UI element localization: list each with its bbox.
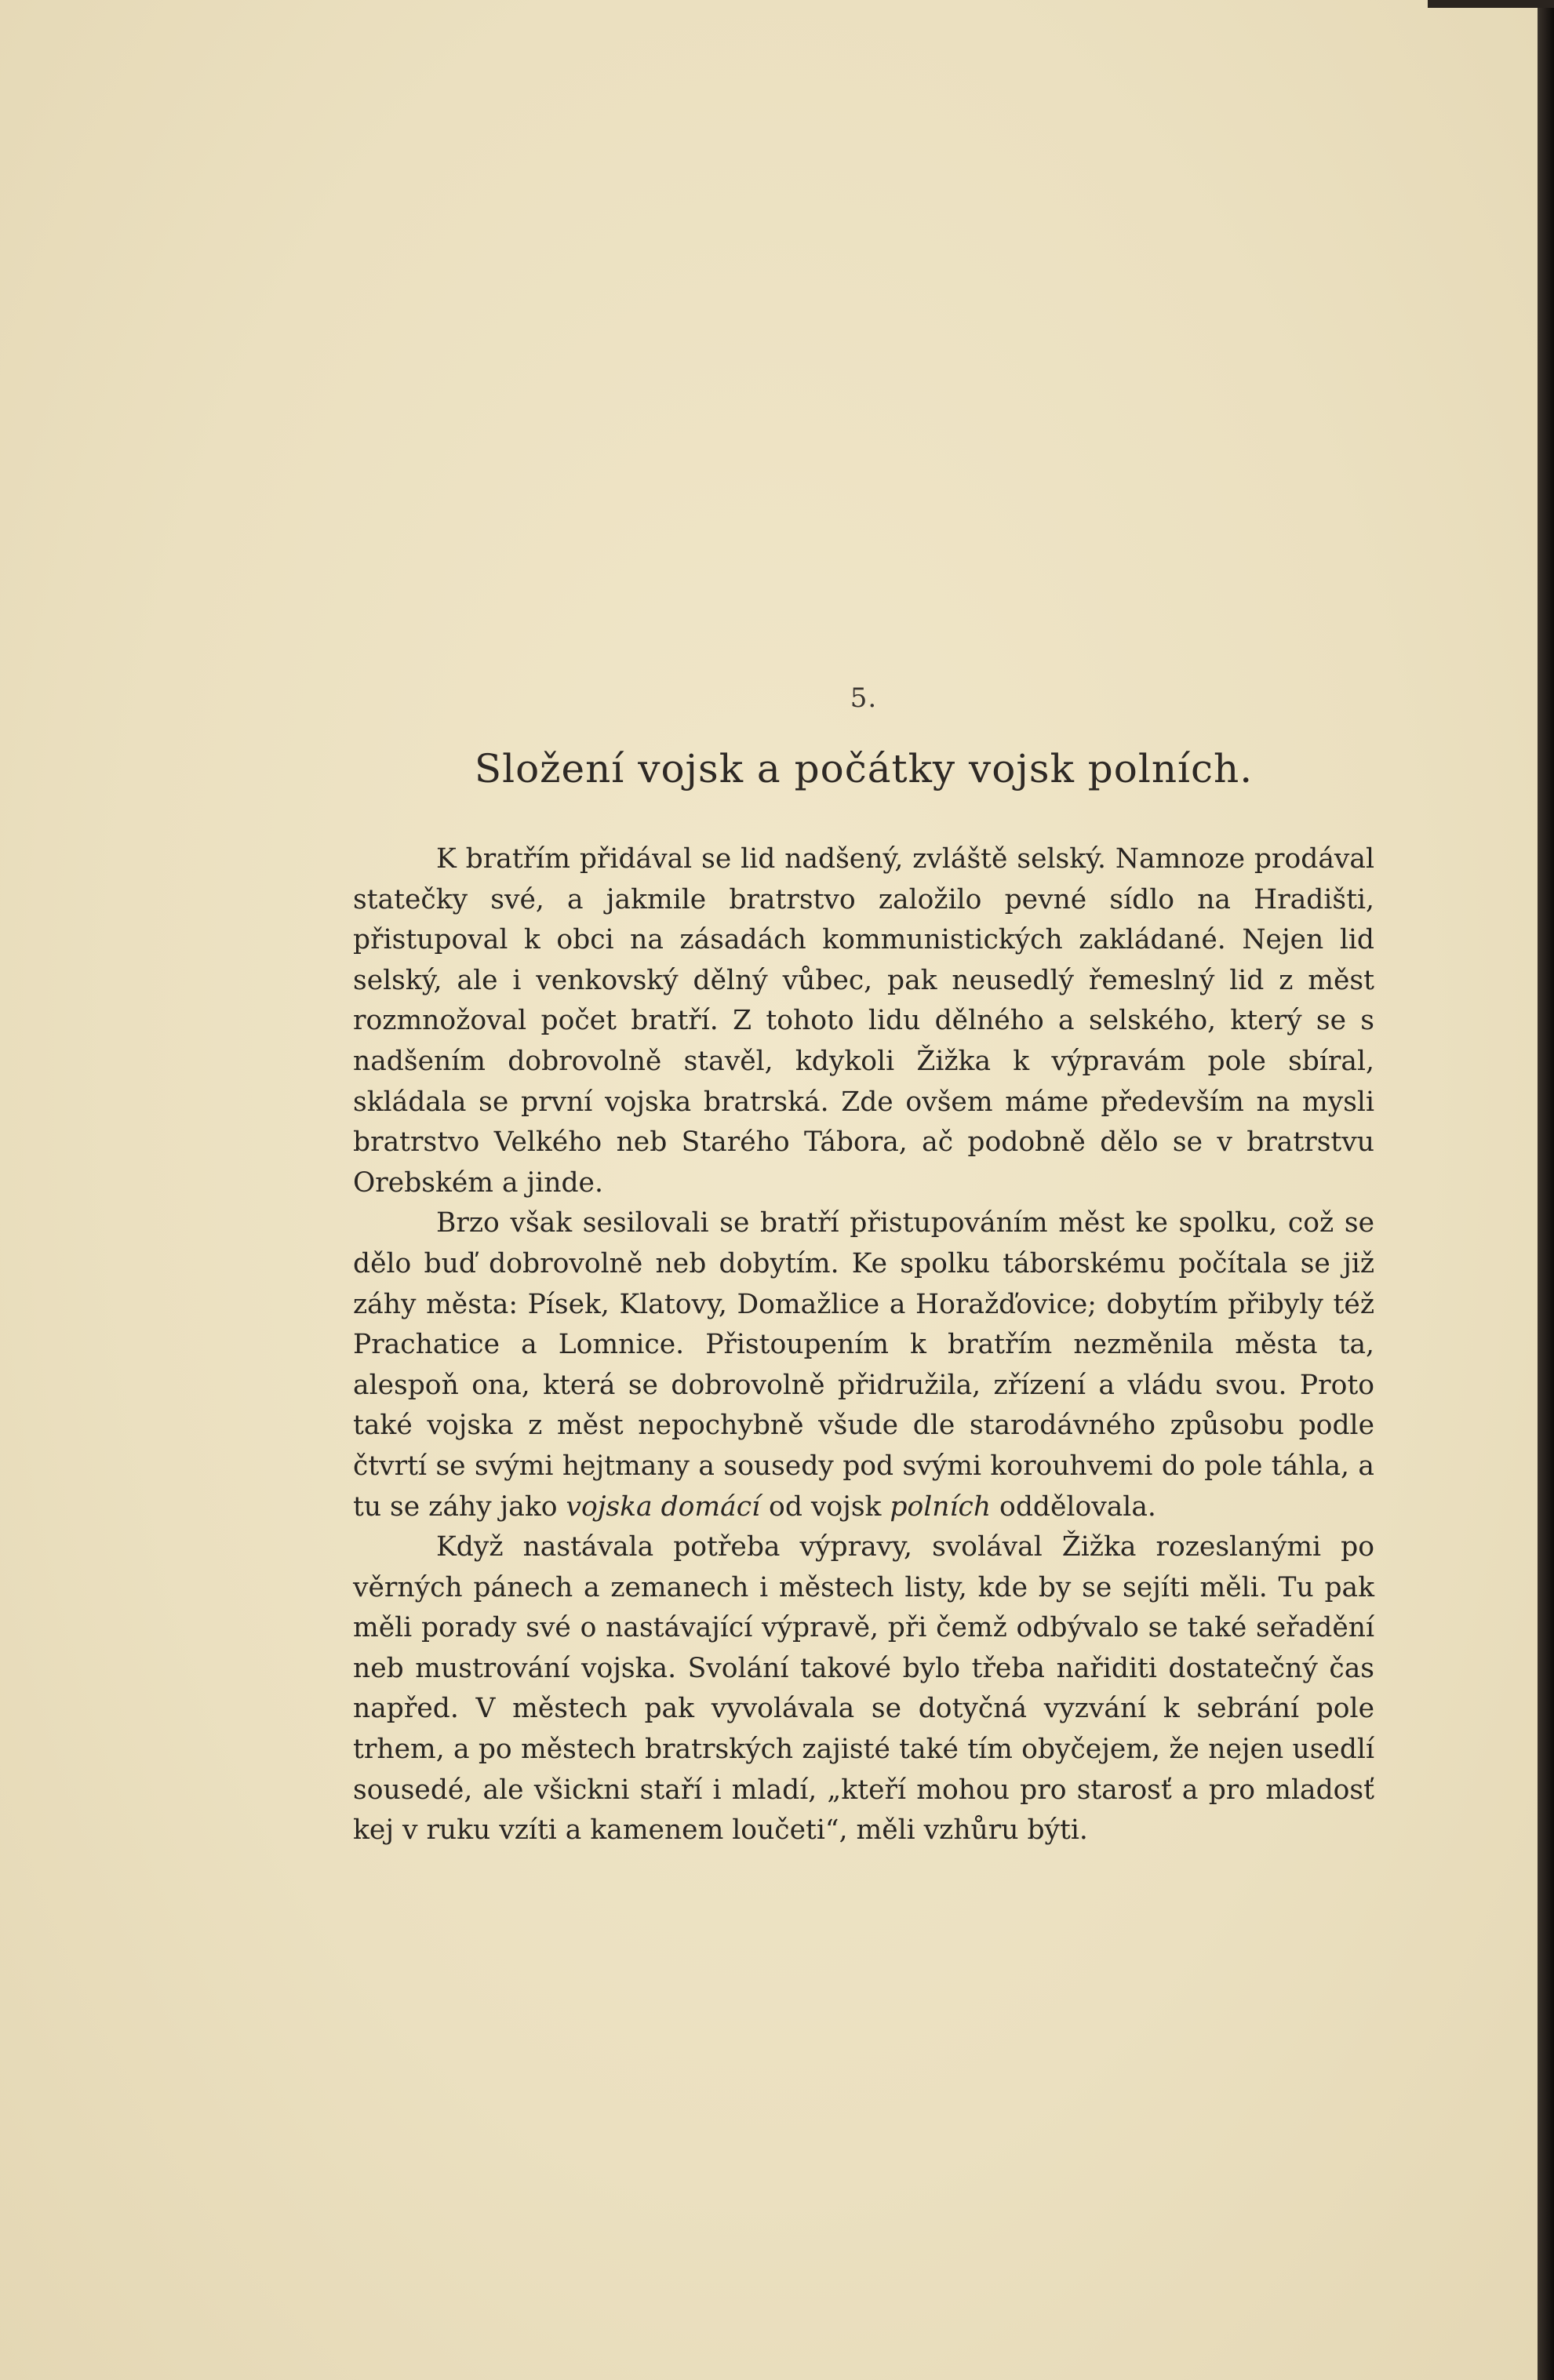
italic-term-vojska-domaci: vojska domácí: [566, 1490, 761, 1523]
scan-border-top: [1428, 0, 1554, 8]
page-content: [353, 682, 1374, 1851]
paragraph-2-text-a: Brzo však sesilovali se bratří přistupováním měst ke spolku, což se dělo buď dobrovolně neb dobytím. Ke spolku táborskému počítala se již záhy města: Písek, Klatovy, Domažlice a Horažďovice; dobytím přibyly též Prachatice a Lomnice. Přistoupením k bratřím nezměnila města ta, alespoň ona, která se dobrovolně přidružila, zřízení a vládu svou. Proto také vojska z měst nepochybně všude dle starodávného způsobu podle čtvrtí se svými hejtmany a sousedy pod svými korouhvemi do pole táhla, a tu se záhy jako: [353, 1207, 1374, 1523]
paragraph-1: K bratřím přidával se lid nadšený, zvláště selský. Namnoze prodával statečky své, a jakmile bratrstvo založilo pevné sídlo na Hradišti, přistupoval k obci na zásadách kommunistických zakládané. Nejen lid selský, ale i venkovský dělný vůbec, pak neusedlý řemeslný lid z měst rozmnožoval počet bratří. Z tohoto lidu dělného a selského, který se s nadšením dobrovolně stavěl, kdykoli Žižka k výpravám pole sbíral, skládala se první vojska bratrská. Zde ovšem máme především na mysli bratrstvo Velkého neb Starého Tábora, ač podobně dělo se v bratrstvu Orebském a jinde.: [353, 843, 1374, 1199]
paragraph-2: [353, 1203, 1374, 1527]
paragraph-3: Když nastávala potřeba výpravy, svolával Žižka rozeslanými po věrných pánech a zemanech i městech listy, kde by se sejíti měli. Tu pak měli porady své o nastávající výpravě, při čemž odbývalo se také seřadění neb mustrování vojska. Svolání takové bylo třeba nařiditi dostatečný čas napřed. V městech pak vyvolávala se dotyčná vyzvání k sebrání pole trhem, a po městech bratrských zajisté také tím obyčejem, že nejen usedlí sousedé, ale všickni staří i mladí, „kteří mohou pro starosť a pro mladosť kej v ruku vzíti a kamenem loučeti“, měli vzhůru býti.: [353, 1531, 1374, 1847]
italic-term-polnich: polních: [890, 1490, 992, 1523]
chapter-number: 5.: [850, 682, 878, 714]
paragraph-2-text-b: od vojsk: [760, 1490, 890, 1523]
chapter-title: Složení vojsk a počátky vojsk polních.: [474, 746, 1254, 792]
page-edge-shadow: [1538, 0, 1554, 2380]
paragraph-2-text-c: oddělovala.: [991, 1490, 1156, 1523]
